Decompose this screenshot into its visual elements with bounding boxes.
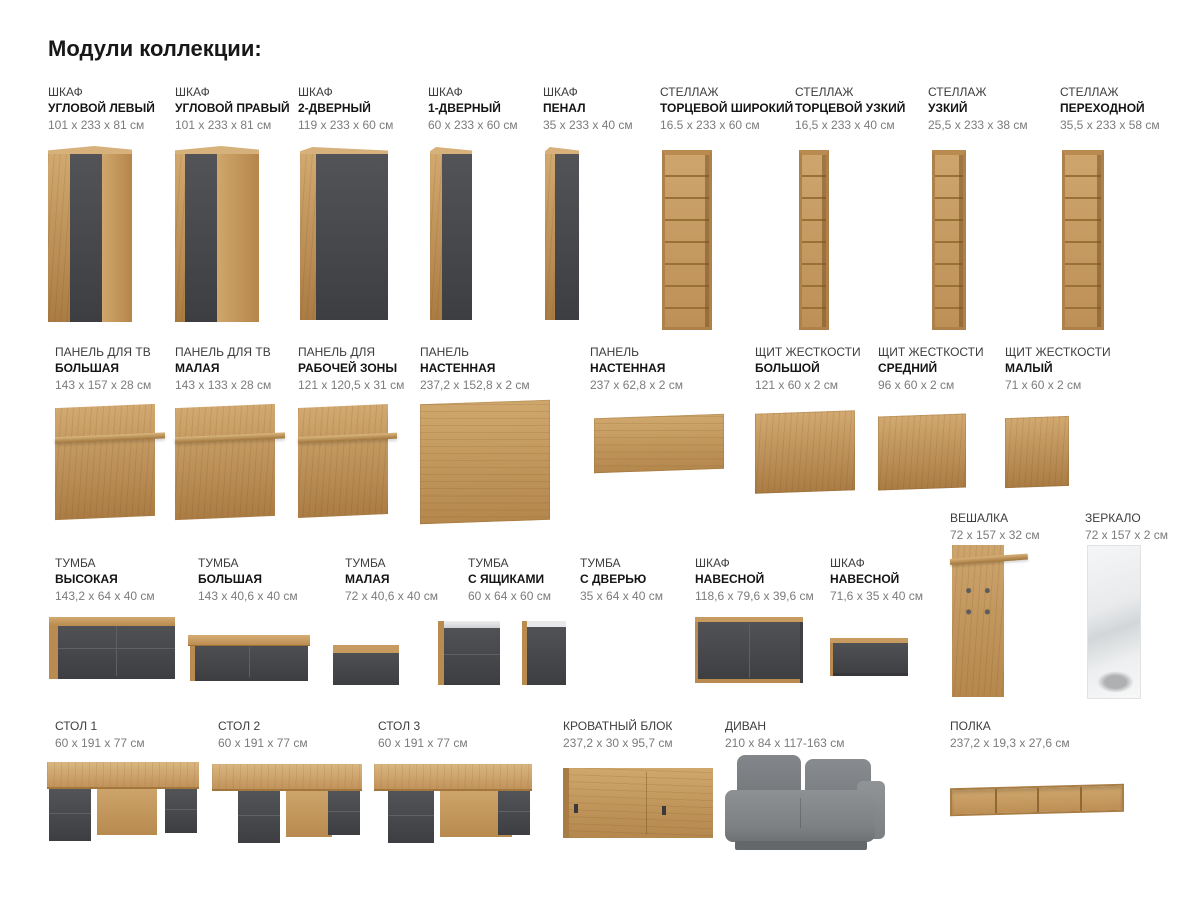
wall-panel-large-image (420, 400, 550, 525)
module-card (175, 344, 271, 394)
module-dimensions: 118,6 х 79,6 х 39,6 см (695, 589, 814, 603)
module-name: ПЕНАЛ (543, 101, 586, 115)
module-name: ТОРЦЕВОЙ УЗКИЙ (795, 101, 906, 115)
module-name: МАЛАЯ (345, 572, 390, 586)
module-category: СТЕЛЛАЖ (1060, 85, 1119, 99)
module-name: ВЫСОКАЯ (55, 572, 118, 586)
module-category: ВЕШАЛКА (950, 511, 1009, 525)
module-category: СТОЛ 2 (218, 719, 261, 733)
module-name: БОЛЬШАЯ (55, 361, 120, 375)
module-dimensions: 72 х 157 х 2 см (1085, 528, 1168, 542)
module-dimensions: 60 х 64 х 60 см (468, 589, 551, 603)
module-card (878, 344, 984, 394)
module-category: ШКАФ (543, 85, 578, 99)
module-card (55, 718, 145, 752)
module-dimensions: 72 х 40,6 х 40 см (345, 589, 438, 603)
hanger-image (952, 545, 1004, 697)
module-name: ПЕРЕХОДНОЙ (1060, 101, 1145, 115)
workzone-panel-image (298, 404, 388, 518)
module-dimensions: 143 х 133 х 28 см (175, 378, 272, 392)
module-card (198, 555, 298, 605)
module-card (378, 718, 468, 752)
module-category: ШКАФ (428, 85, 463, 99)
cabinet-door-image (522, 621, 566, 685)
module-dimensions: 143,2 х 64 х 40 см (55, 589, 155, 603)
module-card (1005, 344, 1111, 394)
module-card (928, 84, 1028, 134)
module-dimensions: 237,2 х 30 х 95,7 см (563, 736, 673, 750)
module-category: СТОЛ 3 (378, 719, 421, 733)
module-category: СТОЛ 1 (55, 719, 98, 733)
rack-transition-image (1062, 150, 1104, 330)
module-name: НАСТЕННАЯ (420, 361, 496, 375)
module-card (590, 344, 683, 394)
module-name: МАЛЫЙ (1005, 361, 1053, 375)
module-category: СТЕЛЛАЖ (795, 85, 854, 99)
module-dimensions: 143 х 40,6 х 40 см (198, 589, 298, 603)
module-category: ШКАФ (695, 556, 730, 570)
module-card (48, 84, 155, 134)
module-category: ЩИТ ЖЕСТКОСТИ (878, 345, 984, 359)
cabinet-tall-image (49, 617, 175, 679)
sofa-image (725, 755, 885, 850)
wall-cabinet-large-image (695, 617, 803, 683)
wardrobe-2door-image (300, 152, 388, 320)
desk-1-image (47, 762, 199, 842)
module-dimensions: 72 х 157 х 32 см (950, 528, 1040, 542)
bed-block-image (563, 768, 713, 838)
module-card (543, 84, 633, 134)
module-dimensions: 237,2 х 152,8 х 2 см (420, 378, 530, 392)
module-category: ТУМБА (345, 556, 386, 570)
module-dimensions: 237 х 62,8 х 2 см (590, 378, 683, 392)
module-name: НАСТЕННАЯ (590, 361, 666, 375)
module-card (660, 84, 793, 134)
module-card (345, 555, 438, 605)
module-category: ТУМБА (198, 556, 239, 570)
module-dimensions: 143 х 157 х 28 см (55, 378, 152, 392)
module-card (795, 84, 905, 134)
sofa-seat (725, 790, 875, 842)
module-category: ШКАФ (298, 85, 333, 99)
module-category: ПАНЕЛЬ (590, 345, 640, 359)
module-card (468, 555, 551, 605)
module-dimensions: 101 х 233 х 81 см (48, 118, 145, 132)
sofa-base (735, 841, 867, 850)
module-category: СТЕЛЛАЖ (928, 85, 987, 99)
stiffener-large-image (755, 410, 855, 493)
module-category: ТУМБА (468, 556, 509, 570)
module-name: УГЛОВОЙ ПРАВЫЙ (175, 101, 290, 115)
module-dimensions: 71,6 х 35 х 40 см (830, 589, 923, 603)
module-name: СРЕДНИЙ (878, 361, 938, 375)
module-card (298, 84, 393, 134)
rack-narrow-image (932, 150, 966, 330)
module-name: 1-ДВЕРНЫЙ (428, 101, 501, 115)
desk-2-image (212, 764, 362, 842)
cabinet-drawers-image (438, 621, 500, 685)
module-dimensions: 101 х 233 х 81 см (175, 118, 272, 132)
module-category: ПАНЕЛЬ ДЛЯ ТВ (55, 345, 151, 359)
mirror-image (1087, 545, 1141, 699)
module-category: ТУМБА (580, 556, 621, 570)
module-dimensions: 71 х 60 х 2 см (1005, 378, 1082, 392)
module-name: БОЛЬШОЙ (755, 361, 820, 375)
module-card (725, 718, 844, 752)
wardrobe-corner-left-image (48, 152, 132, 322)
module-card (298, 344, 404, 394)
module-name: УЗКИЙ (928, 101, 968, 115)
module-dimensions: 237,2 х 19,3 х 27,6 см (950, 736, 1070, 750)
module-card (950, 718, 1070, 752)
module-category: ДИВАН (725, 719, 767, 733)
module-name: 2-ДВЕРНЫЙ (298, 101, 371, 115)
module-card (563, 718, 673, 752)
module-dimensions: 60 х 233 х 60 см (428, 118, 518, 132)
tv-panel-large-image (55, 404, 155, 520)
module-name: С ДВЕРЬЮ (580, 572, 647, 586)
stiffener-medium-image (878, 413, 966, 490)
module-name: УГЛОВОЙ ЛЕВЫЙ (48, 101, 155, 115)
module-category: ПОЛКА (950, 719, 991, 733)
module-dimensions: 210 х 84 х 117-163 см (725, 736, 845, 750)
desk-3-image (374, 764, 532, 842)
module-category: ЗЕРКАЛО (1085, 511, 1141, 525)
module-name: НАВЕСНОЙ (695, 572, 765, 586)
module-card (755, 344, 861, 394)
module-category: ШКАФ (175, 85, 210, 99)
module-card (428, 84, 518, 134)
module-category: СТЕЛЛАЖ (660, 85, 719, 99)
wall-cabinet-small-image (830, 638, 908, 676)
module-dimensions: 35 х 64 х 40 см (580, 589, 663, 603)
module-card (695, 555, 814, 605)
module-name: МАЛАЯ (175, 361, 220, 375)
module-dimensions: 35,5 х 233 х 58 см (1060, 118, 1160, 132)
module-dimensions: 121 х 60 х 2 см (755, 378, 838, 392)
page-title: Модули коллекции: (48, 36, 262, 61)
module-card (1060, 84, 1160, 134)
module-name: ТОРЦЕВОЙ ШИРОКИЙ (660, 101, 794, 115)
module-category: ШКАФ (48, 85, 83, 99)
module-category: КРОВАТНЫЙ БЛОК (563, 719, 673, 733)
module-card (55, 555, 155, 605)
module-dimensions: 96 х 60 х 2 см (878, 378, 955, 392)
module-name: НАВЕСНОЙ (830, 572, 900, 586)
rack-end-narrow-image (799, 150, 829, 330)
module-card (950, 510, 1040, 544)
module-card (830, 555, 923, 605)
module-dimensions: 35 х 233 х 40 см (543, 118, 633, 132)
module-dimensions: 60 х 191 х 77 см (378, 736, 468, 750)
module-card (218, 718, 308, 752)
module-category: ЩИТ ЖЕСТКОСТИ (1005, 345, 1111, 359)
tv-panel-small-image (175, 404, 275, 520)
module-category: ШКАФ (830, 556, 865, 570)
module-card (420, 344, 530, 394)
module-card (1085, 510, 1168, 544)
module-category: ТУМБА (55, 556, 96, 570)
module-name: РАБОЧЕЙ ЗОНЫ (298, 361, 398, 375)
module-dimensions: 60 х 191 х 77 см (218, 736, 308, 750)
module-name: С ЯЩИКАМИ (468, 572, 545, 586)
module-category: ПАНЕЛЬ ДЛЯ (298, 345, 376, 359)
module-category: ЩИТ ЖЕСТКОСТИ (755, 345, 861, 359)
module-dimensions: 121 х 120,5 х 31 см (298, 378, 405, 392)
module-card (580, 555, 663, 605)
wardrobe-corner-right-image (175, 152, 259, 322)
shelf-image (950, 784, 1124, 817)
module-dimensions: 16,5 х 233 х 40 см (795, 118, 895, 132)
module-dimensions: 25,5 х 233 х 38 см (928, 118, 1028, 132)
cabinet-large-image (190, 635, 308, 681)
wardrobe-penal-image (545, 152, 579, 320)
module-category: ПАНЕЛЬ (420, 345, 470, 359)
module-card (175, 84, 290, 134)
rack-end-wide-image (662, 150, 712, 330)
module-category: ПАНЕЛЬ ДЛЯ ТВ (175, 345, 271, 359)
module-dimensions: 16.5 х 233 х 60 см (660, 118, 760, 132)
module-card (55, 344, 151, 394)
cabinet-small-image (333, 645, 399, 685)
stiffener-small-image (1005, 416, 1069, 488)
module-name: БОЛЬШАЯ (198, 572, 263, 586)
module-dimensions: 60 х 191 х 77 см (55, 736, 145, 750)
wall-panel-narrow-image (594, 414, 724, 474)
module-dimensions: 119 х 233 х 60 см (298, 118, 394, 132)
wardrobe-1door-image (430, 152, 472, 320)
